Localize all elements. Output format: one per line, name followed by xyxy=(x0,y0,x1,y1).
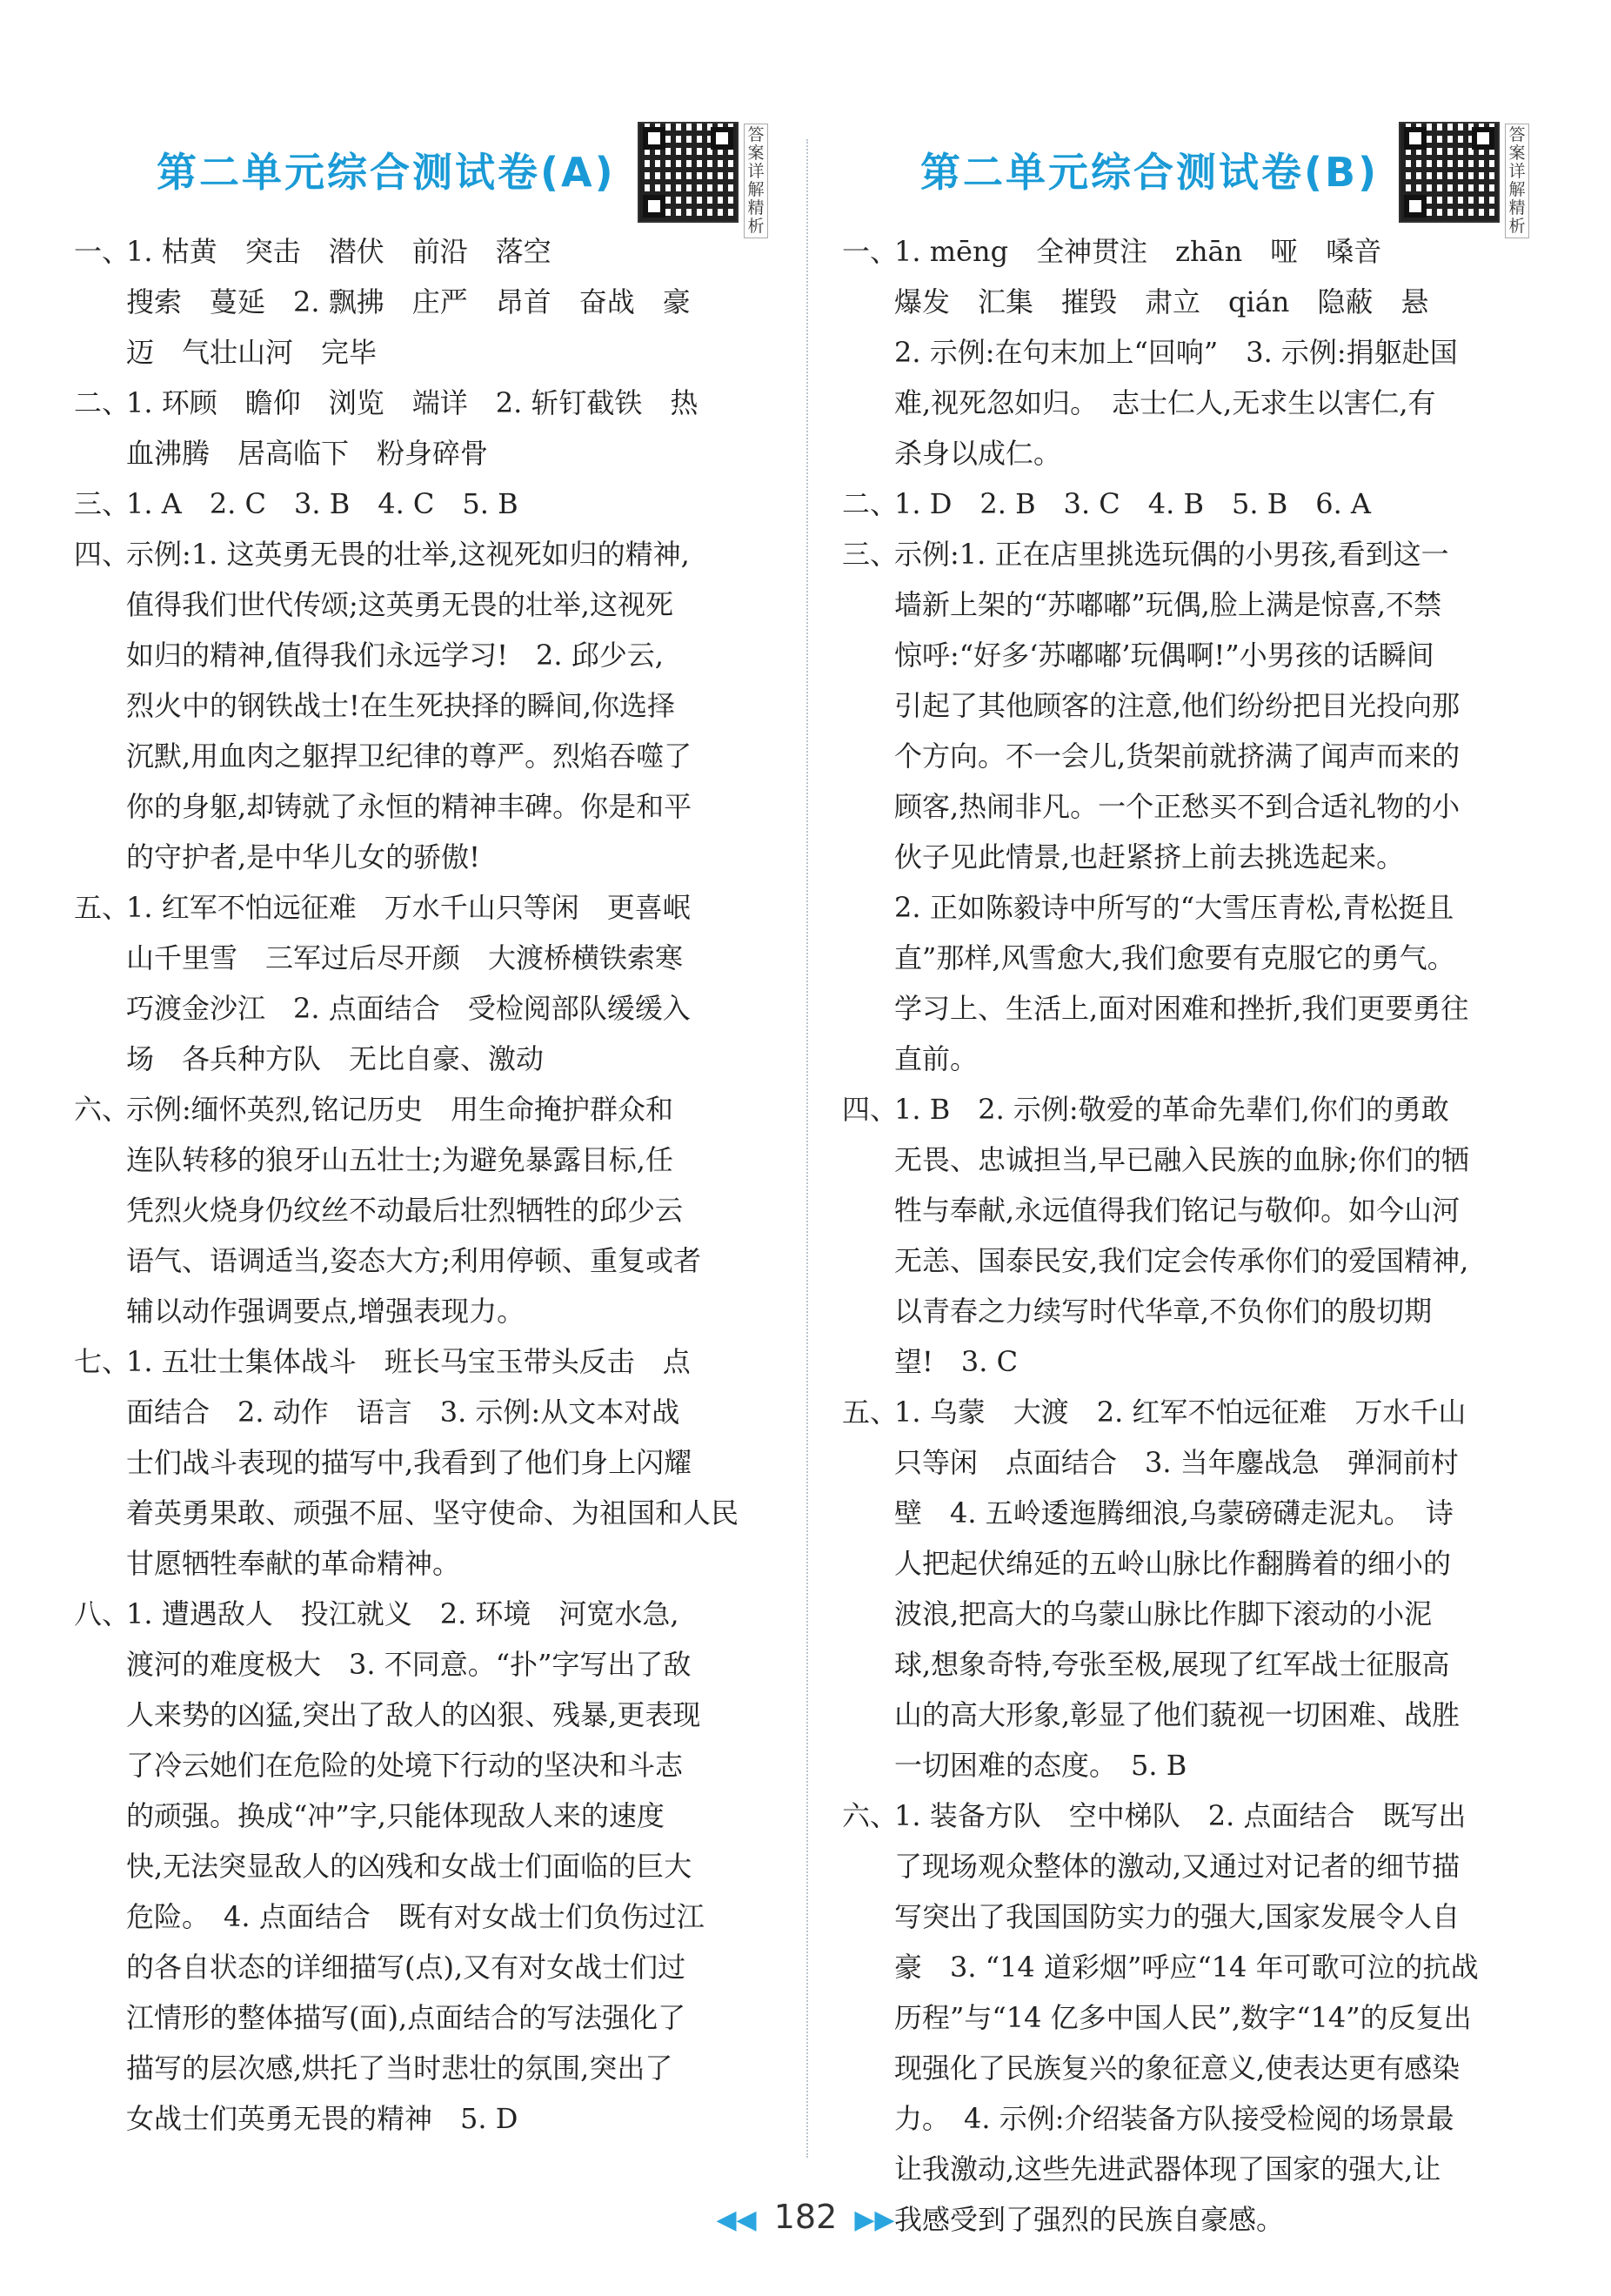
answer-line: 以青春之力续写时代华章,不负你们的殷切期 xyxy=(894,1295,1433,1328)
section-text xyxy=(126,479,783,529)
qr-label-a: 答案详解精析 xyxy=(744,124,768,238)
answer-line: 牲与奉献,永远值得我们铭记与敬仰。如今山河 xyxy=(894,1194,1461,1227)
qr-code-icon[interactable] xyxy=(638,122,739,223)
answer-line: 1. 环顾 瞻仰 浏览 端详 2. 斩钉截铁 热 xyxy=(126,386,699,419)
answer-line: 了冷云她们在危险的处境下行动的坚决和斗志 xyxy=(126,1749,684,1782)
answer-line: 语气、语调适当,姿态大方;利用停顿、重复或者 xyxy=(126,1244,701,1277)
answer-section xyxy=(842,1387,1542,1791)
section-number: 二、 xyxy=(74,386,130,419)
answer-line: 我感受到了强烈的民族自豪感。 xyxy=(894,2203,1285,2236)
section-text xyxy=(894,1387,1542,1791)
page-footer xyxy=(0,2198,1611,2236)
section-number: 六、 xyxy=(74,1093,130,1126)
answer-line: 山千里雪 三军过后尽开颜 大渡桥横铁索寒 xyxy=(126,941,684,974)
answer-line: 直前。 xyxy=(894,1042,979,1075)
section-number: 六、 xyxy=(842,1799,899,1832)
answer-line: 女战士们英勇无畏的精神 5. D xyxy=(126,2102,518,2135)
section-number: 四、 xyxy=(74,538,130,571)
answer-section xyxy=(74,1589,783,2144)
answer-line: 1. 遭遇敌人 投江就义 2. 环境 河宽水急, xyxy=(126,1597,679,1630)
answer-line: 个方向。不一会儿,货架前就挤满了闻声而来的 xyxy=(894,740,1461,773)
answer-line: 你的身躯,却铸就了永恒的精神丰碑。你是和平 xyxy=(126,790,692,823)
answer-line: 壁 4. 五岭逶迤腾细浪,乌蒙磅礴走泥丸。 诗 xyxy=(894,1496,1454,1530)
answer-line: 人把起伏绵延的五岭山脉比作翻腾着的细小的 xyxy=(894,1547,1452,1580)
answer-line: 顾客,热闹非凡。一个正愁买不到合适礼物的小 xyxy=(894,790,1461,823)
answer-line: 搜索 蔓延 2. 飘拂 庄严 昂首 奋战 豪 xyxy=(126,285,691,318)
answer-line: 血沸腾 居高临下 粉身碎骨 xyxy=(126,437,489,470)
answer-line: 1. A 2. C 3. B 4. C 5. B xyxy=(126,487,518,520)
answer-line: 甘愿牺牲奉献的革命精神。 xyxy=(126,1547,461,1580)
answer-line: 快,无法突显敌人的凶残和女战士们面临的巨大 xyxy=(126,1850,692,1883)
answer-section xyxy=(74,378,783,479)
section-number: 四、 xyxy=(842,1093,899,1126)
answer-line: 引起了其他顾客的注意,他们纷纷把目光投向那 xyxy=(894,689,1461,722)
answer-line: 球,想象奇特,夸张至极,展现了红军战士征服高 xyxy=(894,1648,1450,1681)
section-number: 一、 xyxy=(842,235,899,268)
answer-line: 波浪,把高大的乌蒙山脉比作脚下滚动的小泥 xyxy=(894,1597,1433,1630)
section-text xyxy=(894,529,1542,1084)
answer-line: 力。 4. 示例:介绍装备方队接受检阅的场景最 xyxy=(894,2102,1454,2135)
answer-line: 写突出了我国国防实力的强大,国家发展令人自 xyxy=(894,1900,1461,1933)
answer-line: 面结合 2. 动作 语言 3. 示例:从文本对战 xyxy=(126,1396,680,1429)
answer-line: 场 各兵种方队 无比自豪、激动 xyxy=(126,1042,545,1075)
answer-line: 凭烈火烧身仍纹丝不动最后壮烈牺牲的邱少云 xyxy=(126,1194,684,1227)
answer-line: 如归的精神,值得我们永远学习! 2. 邱少云, xyxy=(126,639,664,672)
answer-line: 1. mēng 全神贯注 zhān 哑 嗓音 xyxy=(894,235,1382,268)
answer-section xyxy=(74,1336,783,1589)
answer-line: 江情形的整体描写(面),点面结合的写法强化了 xyxy=(126,2001,686,2034)
answer-line: 难,视死忽如归。 志士仁人,无求生以害仁,有 xyxy=(894,386,1436,419)
test-a-column xyxy=(74,122,805,2144)
section-number: 七、 xyxy=(74,1345,130,1378)
answer-section xyxy=(842,1791,1542,2245)
title-row-a xyxy=(74,122,805,236)
section-text xyxy=(894,479,1542,529)
section-text xyxy=(126,529,783,882)
answer-line: 示例:1. 正在店里挑选玩偶的小男孩,看到这一 xyxy=(894,538,1449,571)
section-text xyxy=(126,378,783,479)
test-b-column xyxy=(842,122,1573,2245)
answer-line: 2. 示例:在句末加上“回响” 3. 示例:捐躯赴国 xyxy=(894,336,1458,369)
section-number: 一、 xyxy=(74,235,130,268)
answer-line: 学习上、生活上,面对困难和挫折,我们更要勇往 xyxy=(894,992,1469,1025)
answer-line: 辅以动作强调要点,增强表现力。 xyxy=(126,1295,525,1328)
answer-section xyxy=(842,529,1542,1084)
answer-section xyxy=(74,1084,783,1336)
answer-line: 现强化了民族复兴的象征意义,使表达更有感染 xyxy=(894,2052,1461,2085)
section-text xyxy=(126,1336,783,1589)
answer-line: 1. D 2. B 3. C 4. B 5. B 6. A xyxy=(894,487,1372,520)
answer-line: 豪 3. “14 道彩烟”呼应“14 年可歌可泣的抗战 xyxy=(894,1951,1479,1984)
answer-line: 连队转移的狼牙山五壮士;为避免暴露目标,任 xyxy=(126,1143,673,1176)
answer-line: 爆发 汇集 摧毁 肃立 qián 隐蔽 悬 xyxy=(894,285,1429,318)
answer-sections-a xyxy=(74,226,805,2144)
answer-line: 1. 枯黄 突击 潜伏 前沿 落空 xyxy=(126,235,551,268)
answer-section xyxy=(74,226,783,378)
answer-line: 1. 装备方队 空中梯队 2. 点面结合 既写出 xyxy=(894,1799,1467,1832)
answer-line: 沉默,用血肉之躯捍卫纪律的尊严。烈焰吞噬了 xyxy=(126,740,692,773)
answer-line: 士们战斗表现的描写中,我看到了他们身上闪耀 xyxy=(126,1446,692,1479)
section-number: 三、 xyxy=(74,487,130,520)
answer-line: 2. 正如陈毅诗中所写的“大雪压青松,青松挺且 xyxy=(894,891,1454,924)
answer-line: 1. 红军不怕远征难 万水千山只等闲 更喜岷 xyxy=(126,891,691,924)
qr-label-b: 答案详解精析 xyxy=(1505,124,1529,238)
answer-section xyxy=(842,1084,1542,1387)
answer-line: 直”那样,风雪愈大,我们愈要有克服它的勇气。 xyxy=(894,941,1455,974)
section-number: 五、 xyxy=(74,891,130,924)
answer-line: 的各自状态的详细描写(点),又有对女战士们过 xyxy=(126,1951,686,1984)
answer-line: 烈火中的钢铁战士!在生死抉择的瞬间,你选择 xyxy=(126,689,676,722)
qr-code-icon[interactable] xyxy=(1399,122,1500,223)
answer-line: 的顽强。换成“冲”字,只能体现敌人来的速度 xyxy=(126,1799,665,1832)
answer-section xyxy=(842,226,1542,479)
answer-line: 1. 五壮士集体战斗 班长马宝玉带头反击 点 xyxy=(126,1345,691,1378)
answer-section xyxy=(74,529,783,882)
section-text xyxy=(126,1589,783,2144)
answer-sections-b xyxy=(842,226,1573,2245)
column-divider xyxy=(806,139,808,2158)
page-number: 182 xyxy=(773,2198,838,2236)
answer-line: 的守护者,是中华儿女的骄傲! xyxy=(126,840,481,874)
section-number: 五、 xyxy=(842,1396,899,1429)
answer-line: 了现场观众整体的激动,又通过对记者的细节描 xyxy=(894,1850,1461,1883)
section-text xyxy=(126,226,783,378)
answer-line: 人来势的凶猛,突出了敌人的凶狠、残暴,更表现 xyxy=(126,1698,701,1731)
double-left-arrow-icon[interactable]: ◀◀ xyxy=(716,2205,757,2235)
answer-section xyxy=(74,882,783,1084)
answer-section xyxy=(842,479,1542,529)
answer-line: 只等闲 点面结合 3. 当年鏖战急 弹洞前村 xyxy=(894,1446,1459,1479)
answer-line: 巧渡金沙江 2. 点面结合 受检阅部队缓缓入 xyxy=(126,992,691,1025)
answer-line: 示例:1. 这英勇无畏的壮举,这视死如归的精神, xyxy=(126,538,690,571)
answer-line: 1. 乌蒙 大渡 2. 红军不怕远征难 万水千山 xyxy=(894,1396,1467,1429)
page-title-b: 第二单元综合测试卷(B) xyxy=(920,149,1380,196)
section-text xyxy=(126,882,783,1084)
section-text xyxy=(126,1084,783,1336)
answer-line: 描写的层次感,烘托了当时悲壮的氛围,突出了 xyxy=(126,2052,673,2085)
section-number: 二、 xyxy=(842,487,899,520)
answer-line: 墙新上架的“苏嘟嘟”玩偶,脸上满是惊喜,不禁 xyxy=(894,588,1442,621)
answer-line: 惊呼:“好多‘苏嘟嘟’玩偶啊!”小男孩的话瞬间 xyxy=(894,639,1434,672)
answer-line: 无恙、国泰民安,我们定会传承你们的爱国精神, xyxy=(894,1244,1469,1277)
section-text xyxy=(894,1791,1542,2245)
answer-line: 杀身以成仁。 xyxy=(894,437,1062,470)
answer-line: 迈 气壮山河 完毕 xyxy=(126,336,378,369)
answer-line: 1. B 2. 示例:敬爱的革命先辈们,你们的勇敢 xyxy=(894,1093,1449,1126)
answer-line: 示例:缅怀英烈,铭记历史 用生命掩护群众和 xyxy=(126,1093,673,1126)
section-number: 八、 xyxy=(74,1597,130,1630)
answer-line: 伙子见此情景,也赶紧挤上前去挑选起来。 xyxy=(894,840,1405,874)
answer-section xyxy=(74,479,783,529)
answer-line: 历程”与“14 亿多中国人民”,数字“14”的反复出 xyxy=(894,2001,1472,2034)
answer-line: 山的高大形象,彰显了他们藐视一切困难、战胜 xyxy=(894,1698,1461,1731)
answer-line: 危险。 4. 点面结合 既有对女战士们负伤过江 xyxy=(126,1900,705,1933)
section-text xyxy=(894,1084,1542,1387)
answer-line: 让我激动,这些先进武器体现了国家的强大,让 xyxy=(894,2152,1441,2186)
answer-line: 着英勇果敢、顽强不屈、坚守使命、为祖国和人民 xyxy=(126,1496,739,1530)
section-text xyxy=(894,226,1542,479)
double-right-arrow-icon[interactable]: ▶▶ xyxy=(854,2205,895,2235)
answer-line: 望! 3. C xyxy=(894,1345,1019,1378)
answer-line: 渡河的难度极大 3. 不同意。“扑”字写出了敌 xyxy=(126,1648,692,1681)
answer-line: 值得我们世代传颂;这英勇无畏的壮举,这视死 xyxy=(126,588,673,621)
answer-line: 一切困难的态度。 5. B xyxy=(894,1749,1187,1782)
page-title-a: 第二单元综合测试卷(A) xyxy=(157,149,616,196)
answer-line: 无畏、忠诚担当,早已融入民族的血脉;你们的牺 xyxy=(894,1143,1469,1176)
section-number: 三、 xyxy=(842,538,899,571)
title-row-b xyxy=(842,122,1573,236)
